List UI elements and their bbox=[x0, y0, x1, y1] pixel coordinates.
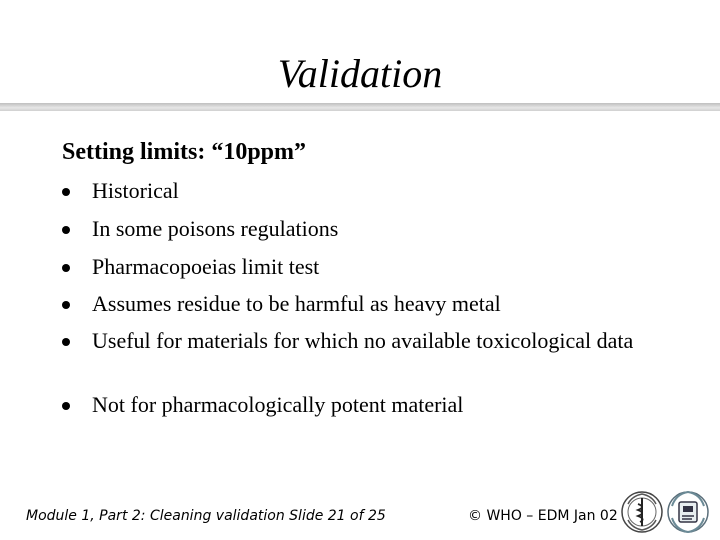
bullet-dot-icon bbox=[62, 264, 70, 272]
bullet-text: Useful for materials for which no available toxicological data bbox=[92, 328, 634, 353]
slide-title: Validation bbox=[277, 51, 443, 96]
bullet-item bbox=[62, 291, 672, 317]
bullet-item bbox=[62, 216, 672, 242]
bullet-dot-icon bbox=[62, 402, 70, 410]
section-subheading: Setting limits: “10ppm” bbox=[62, 139, 307, 165]
who-emblem-icon bbox=[620, 490, 664, 534]
bullet-text: Historical bbox=[92, 178, 179, 203]
bullet-dot-icon bbox=[62, 301, 70, 309]
bullet-item bbox=[62, 178, 672, 204]
bullet-text: Pharmacopoeias limit test bbox=[92, 254, 320, 279]
bullet-dot-icon bbox=[62, 338, 70, 346]
footer-copyright: © WHO – EDM Jan 02 bbox=[468, 508, 618, 524]
footer-module-info: Module 1, Part 2: Cleaning validation Slide 21 of 25 bbox=[26, 508, 386, 524]
bullet-item bbox=[62, 392, 672, 418]
bullet-text: In some poisons regulations bbox=[92, 216, 339, 241]
bullet-item bbox=[62, 328, 652, 354]
bullet-dot-icon bbox=[62, 226, 70, 234]
bullet-text: Assumes residue to be harmful as heavy metal bbox=[92, 291, 501, 316]
bullet-item bbox=[62, 254, 672, 280]
un-emblem-icon bbox=[666, 490, 710, 534]
title-divider bbox=[0, 103, 720, 111]
bullet-dot-icon bbox=[62, 188, 70, 196]
bullet-text: Not for pharmacologically potent material bbox=[92, 392, 464, 417]
